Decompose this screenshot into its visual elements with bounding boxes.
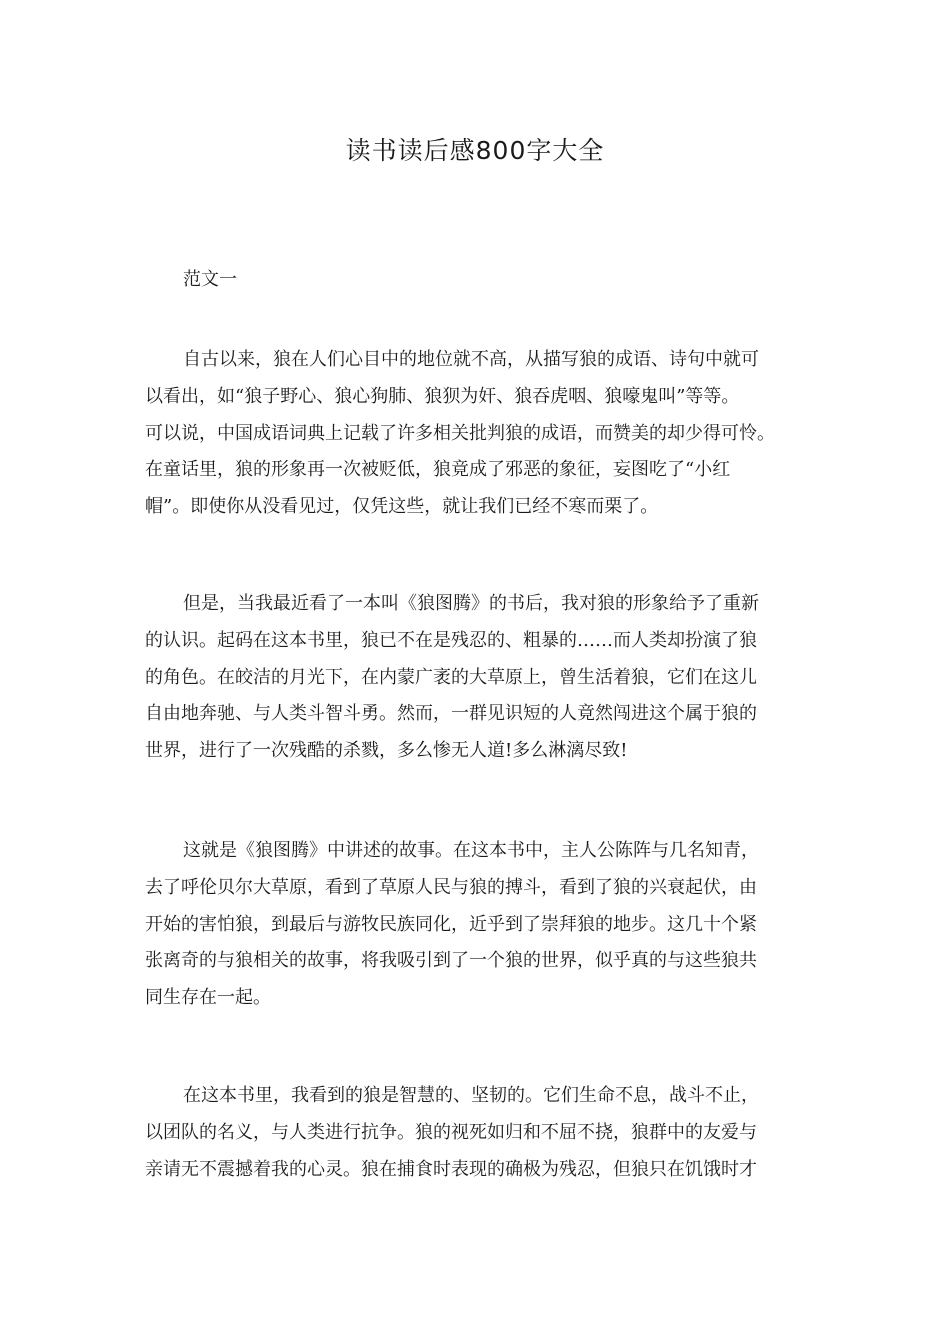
paragraph-line: 以看出，如“狼子野心、狼心狗肺、狼狈为奸、狼吞虎咽、狼嚎鬼叫”等等。 bbox=[145, 385, 740, 407]
paragraph-4 bbox=[145, 1078, 815, 1188]
paragraph-line: 同生存在一起。 bbox=[145, 987, 271, 1009]
paragraph-3 bbox=[145, 833, 815, 1017]
paragraph-line: 自古以来，狼在人们心目中的地位就不高，从描写狼的成语、诗句中就可 bbox=[183, 349, 759, 370]
paragraph-line: 的认识。起码在这本书里，狼已不在是残忍的、粗暴的……而人类却扮演了狼 bbox=[145, 629, 757, 651]
section-label: 范文一 bbox=[183, 269, 237, 290]
paragraph-line: 去了呼伦贝尔大草原，看到了草原人民与狼的搏斗，看到了狼的兴衰起伏，由 bbox=[145, 876, 757, 898]
paragraph-line: 亲请无不震撼着我的心灵。狼在捕食时表现的确极为残忍，但狼只在饥饿时才 bbox=[145, 1158, 757, 1180]
paragraph-line: 的角色。在皎洁的月光下，在内蒙广袤的大草原上，曾生活着狼，它们在这儿 bbox=[145, 666, 757, 688]
paragraph-line: 开始的害怕狼，到最后与游牧民族同化，近乎到了崇拜狼的地步。这几十个紧 bbox=[145, 913, 757, 935]
paragraph-2 bbox=[145, 586, 815, 770]
document-title: 读书读后感800字大全 bbox=[345, 136, 605, 165]
paragraph-line: 自由地奔驰、与人类斗智斗勇。然而，一群见识短的人竟然闯进这个属于狼的 bbox=[145, 703, 757, 725]
paragraph-line: 这就是《狼图腾》中讲述的故事。在这本书中，主人公陈阵与几名知青， bbox=[183, 840, 759, 861]
paragraph-line: 张离奇的与狼相关的故事，将我吸引到了一个狼的世界，似乎真的与这些狼共 bbox=[145, 950, 757, 972]
paragraph-line: 帽”。即使你从没看见过，仅凭这些，就让我们已经不寒而栗了。 bbox=[145, 496, 659, 518]
paragraph-line: 以团队的名义，与人类进行抗争。狼的视死如归和不屈不挠，狼群中的友爱与 bbox=[145, 1121, 757, 1143]
paragraph-1 bbox=[145, 342, 815, 526]
paragraph-line: 但是，当我最近看了一本叫《狼图腾》的书后，我对狼的形象给予了重新 bbox=[183, 593, 759, 614]
paragraph-line: 在童话里，狼的形象再一次被贬低，狼竟成了邪恶的象征，妄图吃了“小红 bbox=[145, 459, 731, 481]
paragraph-line: 可以说，中国成语词典上记载了许多相关批判狼的成语，而赞美的却少得可怜。 bbox=[145, 422, 775, 444]
paragraph-line: 在这本书里，我看到的狼是智慧的、坚韧的。它们生命不息，战斗不止， bbox=[183, 1085, 759, 1106]
paragraph-line: 世界，进行了一次残酷的杀戮，多么惨无人道!多么淋漓尽致! bbox=[145, 740, 628, 762]
